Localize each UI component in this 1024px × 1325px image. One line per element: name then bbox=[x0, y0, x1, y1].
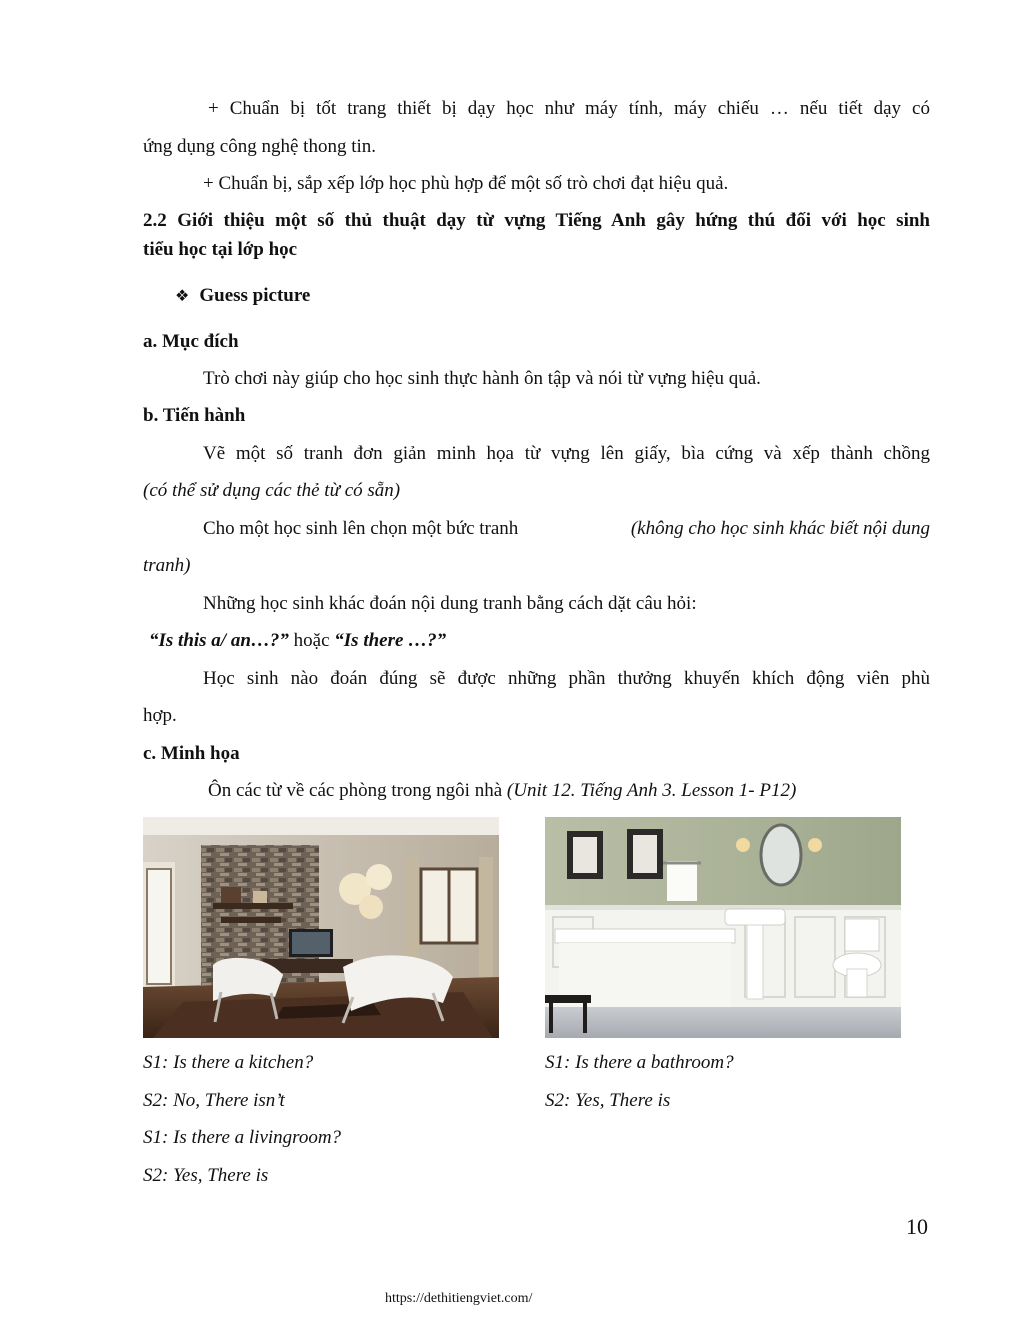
procedure-p2-normal: Cho một học sinh lên chọn một bức tranh bbox=[203, 518, 519, 539]
illustration-intro bbox=[208, 779, 796, 803]
procedure-p1-line-1: Vẽ một số tranh đơn giản minh họa từ vựng lên giấy, bìa cứng và xếp thành chồng bbox=[203, 443, 930, 464]
purpose-text: Trò chơi này giúp cho học sinh thực hành ôn tập và nói từ vựng hiệu quả. bbox=[203, 368, 761, 389]
section-heading-line-1: 2.2 Giới thiệu một số thủ thuật dạy từ vựng Tiếng Anh gây hứng thú đối với học sinh bbox=[143, 210, 930, 231]
prep-item-1-line-2: ứng dụng công nghệ thong tin. bbox=[143, 136, 377, 157]
purpose-heading: a. Mục đích bbox=[143, 331, 239, 352]
illustration-intro-normal: Ôn các từ về các phòng trong ngôi nhà bbox=[208, 780, 507, 801]
question-patterns bbox=[149, 629, 446, 653]
procedure-p4-line-1: Học sinh nào đoán đúng sẽ được những phần thưởng khuyến khích động viên phù bbox=[203, 668, 930, 689]
procedure-p3: Những học sinh khác đoán nội dung tranh bằng cách dặt câu hỏi: bbox=[203, 593, 697, 614]
prep-item-1-line-1: + Chuẩn bị tốt trang thiết bị dạy học như máy tính, máy chiếu … nếu tiết dạy có bbox=[208, 98, 930, 119]
question-pattern-1: “Is this a/ an…?” bbox=[149, 630, 289, 651]
question-or: hoặc bbox=[288, 630, 335, 651]
procedure-p2-line-2: tranh) bbox=[143, 555, 191, 576]
procedure-p1-line-2: (có thể sử dụng các thẻ từ có sẵn) bbox=[143, 480, 401, 501]
dialogue-left-2: S2: No, There isn’t bbox=[143, 1090, 285, 1111]
diamond-bullet-icon: ❖ bbox=[175, 286, 190, 305]
illustration-intro-italic: (Unit 12. Tiếng Anh 3. Lesson 1- P12) bbox=[506, 780, 797, 801]
dialogue-left-1: S1: Is there a kitchen? bbox=[143, 1052, 314, 1073]
procedure-p2-line-1 bbox=[203, 517, 930, 541]
bathroom-photo bbox=[545, 817, 901, 1038]
section-heading-line-2: tiểu học tại lớp học bbox=[143, 239, 298, 260]
game-title: Guess picture bbox=[199, 285, 311, 306]
prep-item-2: + Chuẩn bị, sắp xếp lớp học phù hợp để một số trò chơi đạt hiệu quả. bbox=[203, 173, 729, 194]
procedure-heading: b. Tiến hành bbox=[143, 405, 246, 426]
question-pattern-2: “Is there …?” bbox=[334, 630, 447, 651]
game-title-row bbox=[175, 284, 310, 308]
page-number: 10 bbox=[906, 1214, 928, 1239]
dialogue-left-4: S2: Yes, There is bbox=[143, 1165, 269, 1186]
dialogue-left-3: S1: Is there a livingroom? bbox=[143, 1127, 342, 1148]
procedure-p2-italic: (không cho học sinh khác biết nội dung bbox=[630, 518, 930, 539]
dialogue-right-1: S1: Is there a bathroom? bbox=[545, 1052, 734, 1073]
footer-url[interactable]: https://dethitiengviet.com/ bbox=[385, 1291, 533, 1306]
dialogue-right-2: S2: Yes, There is bbox=[545, 1090, 671, 1111]
living-room-photo bbox=[143, 817, 499, 1038]
procedure-p4-line-2: hợp. bbox=[143, 705, 177, 726]
illustration-heading: c. Minh họa bbox=[143, 743, 240, 764]
